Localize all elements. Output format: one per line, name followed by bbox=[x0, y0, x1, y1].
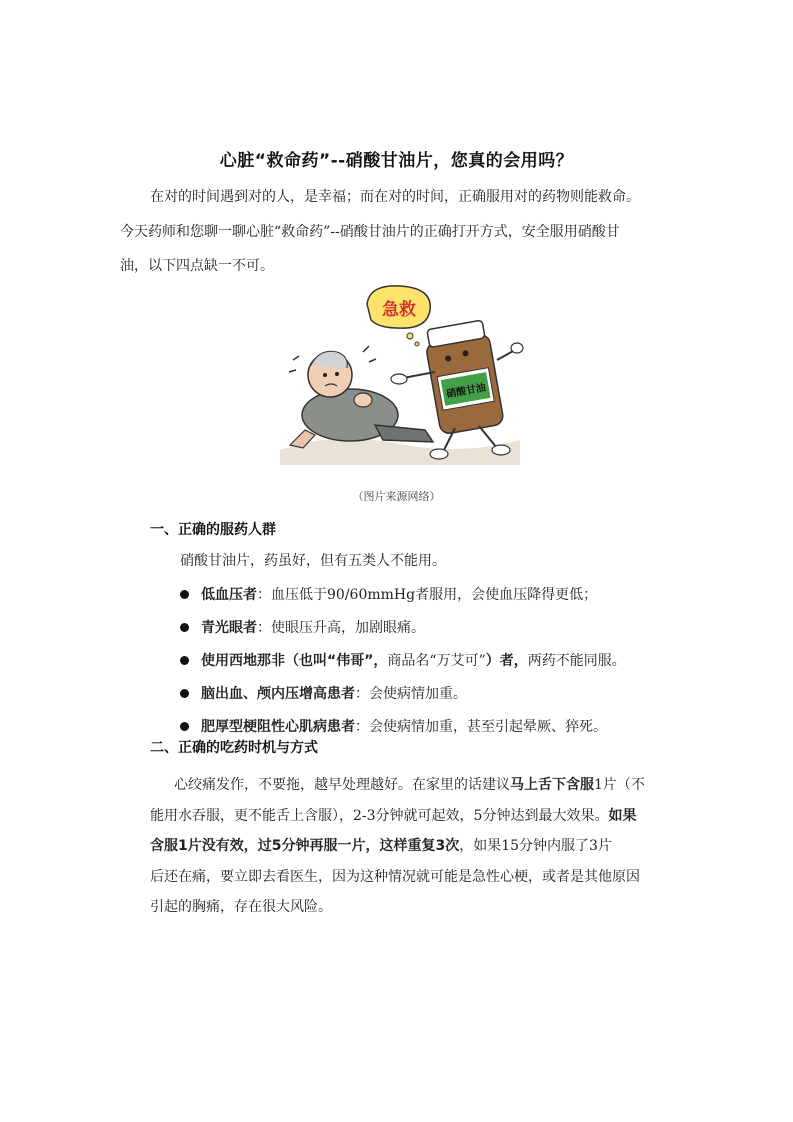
text-run: 能用水吞服，更不能舌上含服），2-3分钟就可起效，5分钟达到最大效果。 bbox=[150, 807, 609, 824]
section2-line: 引起的胸痛，存在很大风险。 bbox=[150, 899, 332, 915]
text-run: ，如果15分钟内服了3片 bbox=[459, 838, 612, 854]
bullet-text: 商品名“万艾可” bbox=[387, 653, 486, 669]
bullet-text: ：会使病情加重，甚至引起晕厥、猝死。 bbox=[355, 719, 607, 735]
section1-intro: 硝酸甘油片，药虽好，但有五类人不能用。 bbox=[180, 553, 446, 569]
intro-line: 油，以下四点缺一不可。 bbox=[120, 258, 274, 274]
cartoon-illustration bbox=[275, 280, 525, 465]
bullet-text: ：使眼压升高，加剧眼痛。 bbox=[257, 620, 425, 636]
intro-line: 今天药师和您聊一聊心脏“救命药”--硝酸甘油片的正确打开方式，安全服用硝酸甘 bbox=[120, 223, 620, 240]
badge-text: 急救 bbox=[382, 300, 416, 320]
bullet-dot-icon bbox=[180, 656, 189, 665]
bullet-item bbox=[180, 683, 467, 703]
bullet-dot-icon bbox=[180, 590, 189, 599]
bullet-dot-icon bbox=[180, 722, 189, 731]
bullet-dot-icon bbox=[180, 689, 189, 698]
bullet-text: 两药不能同服。 bbox=[527, 653, 626, 669]
text-run: 1片（不 bbox=[594, 777, 645, 793]
bullet-bold: 脑出血、颅内压增高患者 bbox=[201, 686, 355, 702]
page-title: 心脏“救命药”--硝酸甘油片，您真的会用吗？ bbox=[219, 151, 574, 171]
bullet-bold: 低血压者 bbox=[201, 587, 257, 603]
text-run-bold: 含服1片没有效，过5分钟再服一片，这样重复3次 bbox=[150, 838, 460, 854]
bullet-bold: 青光眼者 bbox=[201, 620, 257, 636]
bullet-bold: 肥厚型梗阻性心肌病患者 bbox=[201, 719, 355, 735]
section2-heading: 二、正确的吃药时机与方式 bbox=[150, 740, 318, 756]
text-run-bold: 如果 bbox=[608, 807, 637, 824]
bullet-dot-icon bbox=[180, 623, 189, 632]
bottle-label-text: 硝酸甘油 bbox=[445, 382, 487, 401]
section2-line: 后还在痛，要立即去看医生，因为这种情况就可能是急性心梗，或者是其他原因 bbox=[150, 868, 640, 885]
intro-line: 在对的时间遇到对的人，是幸福；而在对的时间，正确服用对的药物则能救命。 bbox=[150, 189, 640, 205]
bullet-text: ：血压低于90/60mmHg者服用，会使血压降得更低； bbox=[257, 587, 598, 603]
text-run-bold: 马上舌下含服 bbox=[510, 777, 594, 793]
bullet-item bbox=[180, 617, 425, 637]
image-caption: （图片来源网络） bbox=[352, 490, 441, 503]
section2-paragraph bbox=[150, 770, 690, 923]
bullet-text: ：会使病情加重。 bbox=[355, 686, 467, 702]
text-run: 心绞痛发作，不要拖，越早处理越好。在家里的话建议 bbox=[174, 777, 510, 793]
bullet-item bbox=[180, 650, 626, 670]
bullet-bold: ）者， bbox=[485, 653, 528, 669]
section2-line bbox=[150, 770, 690, 801]
bullet-item bbox=[180, 716, 607, 736]
cartoon-illustration-svg bbox=[275, 280, 525, 465]
bullet-bold: 使用西地那非（也叫“伟哥”， bbox=[201, 653, 388, 669]
intro-paragraph bbox=[120, 180, 685, 284]
bullet-item bbox=[180, 584, 597, 604]
section1-heading: 一、正确的服药人群 bbox=[150, 522, 276, 538]
section2-line bbox=[150, 801, 690, 832]
section2-line bbox=[150, 831, 690, 862]
